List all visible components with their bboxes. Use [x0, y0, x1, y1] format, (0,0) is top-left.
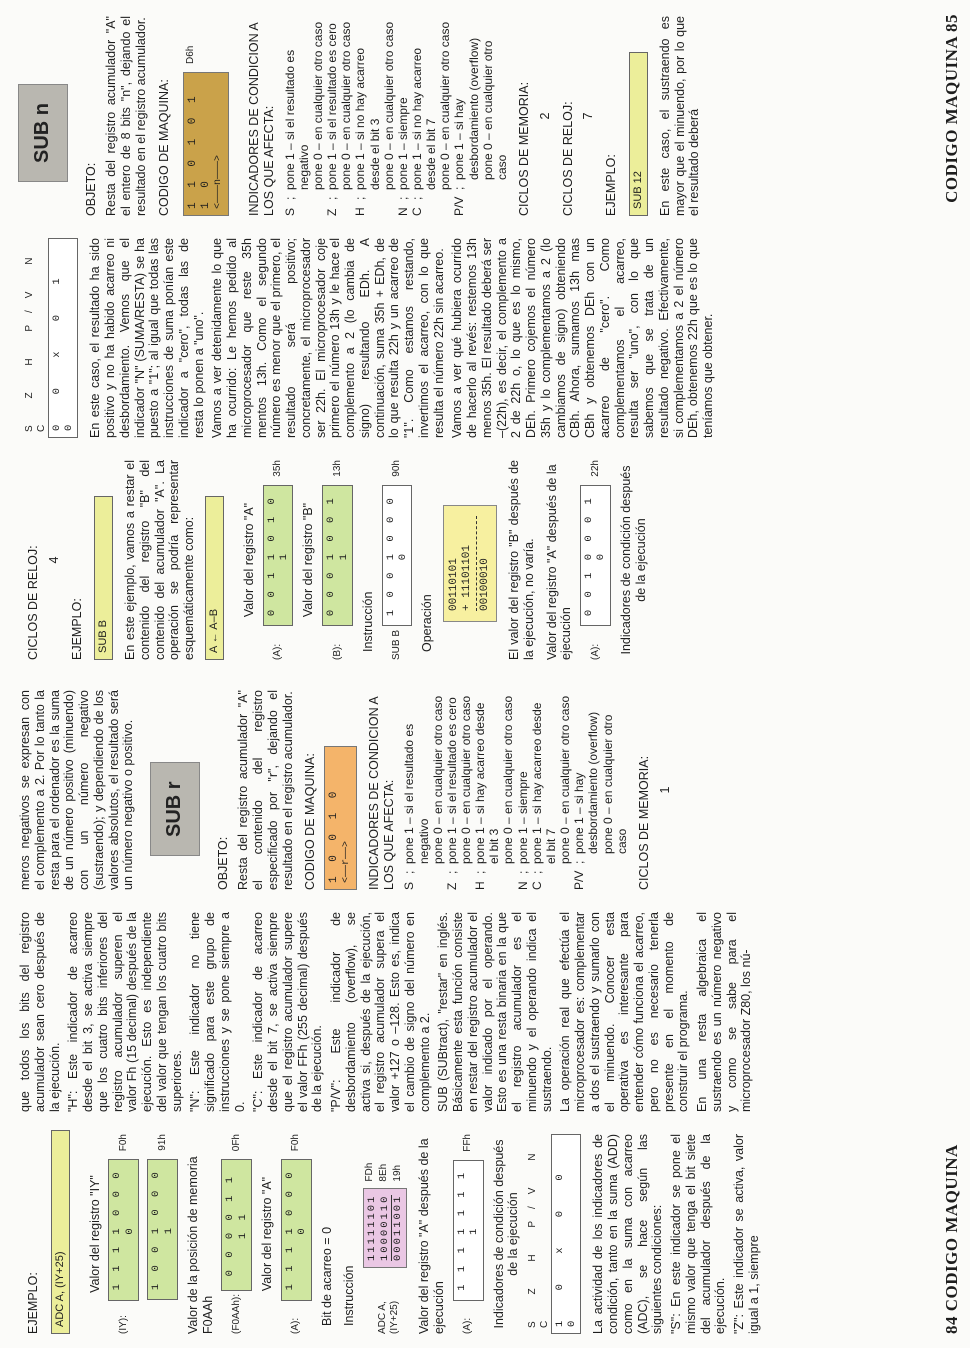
operation-result: 00100010 — [479, 558, 492, 611]
right-column-2 — [18, 238, 720, 438]
flag-effect-text: pone 1 – si el resultado es negativo — [402, 723, 431, 864]
flag-effect-row — [601, 690, 629, 890]
ciclos-reloj-label: CICLOS DE RELOJ: — [26, 545, 40, 660]
flags-after-label: Indicadores de condición después de la ejecución — [618, 465, 648, 655]
indicadores-label: INDICADORES DE CONDICION A LOS QUE AFECTA: — [366, 696, 396, 890]
flag-effect-text: pone 0 – en cualquier otro caso — [339, 21, 354, 190]
byte-2: 10000110 — [378, 1194, 391, 1261]
flag-effect-text: pone 0 – en cualquier otro caso — [600, 714, 629, 854]
paragraph: En este caso, el resultado ha sido positivo y no ha habido acarreo ni desbordamiento. Vemos que el indicador "N" (SUMA/RESTA) se ha puesto a "1"; al igual que todas las instrucciones de suma ponían este indicador a "cero", todas las de resta lo ponen a "uno". — [88, 238, 206, 438]
flag-effect-text: pone 0 – en cualquier otro caso — [381, 21, 396, 190]
ciclos-memoria-label: CICLOS DE MEMORIA: — [636, 755, 651, 890]
flag-effect-row: Z ; pone 1 – si el resultado es cero — [325, 16, 339, 216]
flag-values: 1 0 x 0 0 0 — [551, 1134, 582, 1334]
example-instruction-box: SUB 12 — [629, 52, 648, 216]
iy-high-hex: F0h — [117, 1134, 129, 1152]
b-register-row — [322, 460, 353, 660]
paragraph: "C": Este indicador de acarreo desde el bit 7, se activa siempre que el registro acumulador supere el valor FFh (255 decimal) después de la ejecución. — [251, 912, 325, 1112]
flag-effect-text: pone 0 – en cualquier otro caso — [458, 695, 473, 864]
flag-effect-row — [382, 16, 396, 216]
flag-effect-row: Z ; pone 1 – si el resultado es cero — [445, 690, 459, 890]
after-register-name: (A): — [462, 1317, 474, 1334]
after-register-row — [580, 460, 611, 660]
example-instruction-box: ADC A, (IY+25) — [51, 1130, 70, 1334]
paragraph: En una resta algebraica el sustraendo es un número negativo y como se sabe para el microprocesador Z80, los nú- — [695, 912, 754, 1112]
after-register-name: (A): — [589, 643, 601, 660]
flags-table — [24, 238, 78, 438]
a-label: Valor del registro "A" — [241, 502, 256, 618]
flag-effect-row — [459, 690, 473, 890]
ciclos-reloj-value: 4 — [46, 556, 61, 564]
machine-code-row — [177, 16, 239, 216]
flag-effect-row — [431, 690, 445, 890]
flag-effect-row: P/V ; pone 1 – si hay desbordamiento (overflow) — [452, 16, 480, 216]
right-column-1 — [18, 460, 654, 660]
flag-effect-row: P/V ; pone 1 – si hay desbordamiento (overflow) — [572, 690, 600, 890]
instruction-bytes — [363, 1188, 407, 1268]
flag-key: C — [529, 881, 544, 890]
flag-effect-text: pone 0 – en cualquier otro caso — [558, 695, 573, 864]
flag-key: N — [395, 207, 410, 216]
instruction-label: Instrucción — [342, 1265, 357, 1326]
machine-code-box — [183, 72, 229, 216]
instruction-bytes-block — [363, 1134, 407, 1334]
flag-key: N — [515, 881, 530, 890]
iy-low-bits: 1 0 0 1 0 0 0 1 — [147, 1159, 178, 1301]
a-register-name: (A): — [290, 1317, 302, 1334]
flag-effect-text: pone 1 – si no hay acarreo desde el bit 7 — [409, 47, 439, 190]
flag-key — [501, 874, 515, 890]
flag-effect-text: pone 0 – en cualquier otro caso — [501, 695, 516, 864]
iy-label: Valor del registro "IY" — [87, 1175, 102, 1293]
flag-key — [382, 200, 396, 216]
flag-effect-row: N ; pone 1 – siempre — [396, 16, 410, 216]
flag-key — [431, 874, 445, 890]
a-bits: 0 0 1 1 0 1 0 1 — [263, 485, 294, 627]
paragraph: Vamos a ver qué hubiera ocurrido de hacerlo al revés: restemos 13h menos 35h. El resultado deberá ser –(22h), es decir, el complemento a 2 de 22h o, lo que es lo mismo, DEh. Primero cojemos el número 35h y lo complementamos a 2 (lo cambiamos de signo) obteniendo CBh. Ahora, sumamos 13h mas CBh y obtenemos DEh con un acarreo de "cero". Como complementamos el acarreo, resulta ser "uno", con lo que sabemos que se trata de un resultado negativo. Efectivamente, si complementamos a 2 el número DEh, obtenemos 22h que es lo que teníamos que obtener. — [450, 238, 716, 438]
flag-effect-row — [311, 16, 325, 216]
objeto-text: Resta del registro acumulador "A" el entero de 8 bits "n", dejando el resultado en el registro acumulador. — [104, 16, 148, 216]
ciclos-reloj-label: CICLOS DE RELOJ: — [560, 101, 575, 216]
paragraph: Vamos a ver detenidamente lo que ha ocurrido: Le hemos pedido al microprocesador que reste 35h mentos 13h. Como el segundo número es menor que el primero, el resultado será positivo; concretamente, el microprocesador ser 22h. El microprocesador coje primero el número 13h y le hace el complemento a 2 (lo cambia de signo) resultando EDh. A continuación, suma 35h + EDh, de lo que resulta 22h y un acarreo de "1". Como estamos restando, invertimos el acarreo, con lo que resulta el número 22h sin acarreo. — [210, 238, 446, 438]
machine-code-operand: <——r——> — [341, 840, 353, 883]
instruction-bytes-hex — [363, 1163, 405, 1188]
flag-key: C — [409, 207, 424, 216]
flag-effect-row — [481, 16, 509, 216]
iy-high-bits: 1 1 1 1 0 0 0 0 — [108, 1159, 139, 1300]
flag-effect-text: pone 1 – siempre — [395, 97, 410, 190]
memory-register-row — [221, 1134, 252, 1334]
iy-register-row-1 — [108, 1134, 139, 1334]
right-column-3 — [18, 16, 706, 216]
a-hex: 35h — [272, 460, 284, 477]
flag-effect-row: C ; pone 1 – si no hay acarreo desde el bit 7 — [410, 16, 438, 216]
memory-hex: 0Fh — [230, 1134, 242, 1152]
flag-effect-row: N ; pone 1 – siempre — [516, 690, 530, 890]
flag-values: 0 0 x 0 1 0 — [48, 238, 79, 438]
memory-register-name: (F0AAh): — [230, 1293, 242, 1334]
byte-2-hex: 8Eh — [378, 1163, 390, 1182]
paragraph: La operación real que efectúa el microprocesador es: complementar a dos el sustraendo y sumarlo con el minuendo. Conocer esta operativa es interesante para entender cómo funciona el acarreo, pero no es necesario tenerla presente en el momento de construir el programa. — [558, 912, 691, 1112]
flag-key — [339, 200, 353, 216]
machine-code-hex: D6h — [185, 45, 197, 64]
flag-key — [558, 874, 572, 890]
flags-table — [527, 1134, 581, 1334]
byte-3-hex: 19h — [392, 1164, 404, 1182]
flag-effects-list — [283, 16, 510, 216]
ciclos-memoria-value: 1 — [657, 786, 672, 794]
flag-key: Z — [325, 208, 340, 216]
operation-box — [443, 505, 497, 622]
flag-effect-row: H ; pone 1 – si hay acarreo desde el bit 3 — [473, 690, 501, 890]
a-label: Valor del registro "A" — [260, 1176, 275, 1292]
example-instruction-box: SUB B — [94, 496, 113, 660]
flag-effect-text: pone 1 – si el resultado es cero — [325, 23, 340, 190]
flag-effect-text: pone 0 – en cualquier otro caso — [438, 21, 453, 190]
flag-effect-text: pone 1 – siempre — [515, 771, 530, 864]
paragraph: "Z": Este indicador se activa, valor igual a 1, siempre — [732, 1134, 761, 1334]
flag-key — [438, 200, 452, 216]
iy-low-hex: 91h — [156, 1134, 168, 1151]
flag-key: S — [402, 881, 417, 890]
instruction-row-label: SUB B — [391, 629, 403, 660]
paragraph: "P/V": Este indicador de desbordamiento (overflow), se activa si, después de la ejecución, el registro acumulador supera el valor +127 o –128. Esto es, indica el cambio de signo del número en complemento a 2. — [329, 912, 432, 1112]
flag-names: S Z H P/V N C — [527, 1141, 550, 1328]
memory-label: Valor de la posición de memoria F0AAh — [185, 1156, 215, 1334]
instruction-label: Instrucción — [360, 591, 375, 652]
flag-names: S Z H P/V N C — [24, 245, 47, 432]
b-hex: 13h — [331, 460, 343, 477]
page-84 — [0, 674, 970, 1348]
ciclos-reloj-value: 7 — [581, 112, 596, 120]
after-label: Valor del registro "A" después de la ejecución — [417, 1138, 447, 1334]
flag-effect-text: pone 1 – si hay acarreo desde el bit 3 — [473, 702, 502, 864]
operation-line-2: + 11101101 — [461, 544, 474, 611]
b-register-name: (B): — [331, 643, 343, 660]
scheme-box: A ← A–B — [205, 496, 224, 660]
memory-bits: 0 0 0 0 1 1 1 1 — [221, 1159, 252, 1291]
operation-label: Operación — [420, 594, 435, 652]
byte-3: 00011001 — [391, 1194, 404, 1261]
instruction-bits: 1 0 0 1 0 0 0 0 — [382, 485, 413, 627]
machine-code-operand: <———n———> — [213, 154, 225, 209]
flag-key: Z — [444, 882, 459, 890]
left-column-1 — [18, 1134, 766, 1334]
flag-key: P/V — [452, 196, 467, 216]
after-bits: 1 1 1 1 1 1 1 1 — [453, 1160, 484, 1301]
flag-effect-row — [339, 16, 353, 216]
flag-effect-text: pone 1 – si hay desbordamiento (overflow) — [452, 37, 481, 180]
ejemplo-label: EJEMPLO: — [26, 1272, 40, 1334]
flag-effect-row: C ; pone 1 – si hay acarreo desde el bit 7 — [530, 690, 558, 890]
objeto-text: Resta del registro acumulador "A" el contenido del registro especificado por "r", dejando el resultado en el registro acumulador. — [236, 690, 295, 890]
after-register-row — [453, 1134, 484, 1334]
paragraph: meros negativos se expresan con el complemento a 2. Por lo tanto la resta para el ordenador es la suma de un número positivo (minuendo) con un número negativo (sustraendo); y dependiendo de los valores absolutos, el resultado será un número negativo o positivo. — [18, 690, 136, 890]
instruction-hex: 90h — [391, 460, 403, 477]
byte-1: 11111101 — [366, 1194, 379, 1261]
a-register-row — [281, 1134, 312, 1334]
after-hex: FFh — [462, 1134, 474, 1152]
a-hex: F0h — [290, 1134, 302, 1152]
ciclos-memoria-label: CICLOS DE MEMORIA: — [517, 81, 532, 216]
flag-effect-row: S ; pone 1 – si el resultado es negativo — [402, 690, 430, 890]
machine-code-box — [324, 746, 357, 890]
flag-effect-text: pone 1 – si hay desbordamiento (overflow) — [572, 711, 601, 854]
flag-key: H — [473, 881, 488, 890]
instruction-row-label: ADC A, (IY+25) — [377, 1300, 401, 1334]
iy-register-name: (IY): — [117, 1315, 129, 1334]
codigo-label: CODIGO DE MAQUINA: — [303, 753, 318, 890]
page-footer-85: CODIGO MAQUINA 85 — [941, 14, 961, 203]
flag-effect-text: pone 1 – si no hay acarreo desde el bit 3 — [353, 47, 382, 190]
after-label: Valor del registro "A" después de la ejecución — [544, 464, 574, 660]
paragraph: "S": En este indicador se pone el mismo valor que tenga el bit siete del acumulador después de la ejecución. — [669, 1134, 728, 1334]
flag-key — [459, 874, 473, 890]
flag-effect-text: pone 1 – si hay acarreo desde el bit 7 — [529, 702, 558, 864]
sub-r-title: SUB r — [150, 762, 200, 856]
flag-effect-row: S ; pone 1 – si el resultado es negativo — [283, 16, 311, 216]
flag-effects-list — [402, 690, 629, 890]
ciclos-memoria-value: 2 — [537, 112, 552, 120]
a-bits: 1 1 1 1 0 0 0 0 — [281, 1159, 312, 1300]
flag-effect-text: pone 1 – si el resultado es cero — [444, 697, 459, 864]
a-register-name: (A): — [272, 643, 284, 660]
byte-1-hex: FDh — [364, 1162, 376, 1182]
objeto-label: OBJETO: — [215, 836, 230, 890]
machine-code-bits: 1 0 0 1 0 — [328, 787, 341, 883]
paragraph: El valor del registro "B" después de la ejecución, no varía. — [507, 460, 536, 660]
ejemplo-label: EJEMPLO: — [69, 598, 84, 660]
after-bits: 0 0 1 0 0 0 1 0 — [580, 485, 611, 627]
instruction-row — [382, 460, 413, 660]
paragraph: En este ejemplo, vamos a restar el contenido del registro "B" del contenido del acumulador "A". La operación se podría representar esquemáticamente como: — [123, 460, 197, 660]
page-footer-84: 84 CODIGO MAQUINA — [941, 1144, 961, 1334]
flag-effect-text: pone 0 – en cualquier otro caso — [480, 40, 509, 180]
flag-key: S — [282, 207, 297, 216]
flag-key — [481, 190, 509, 216]
operation-line-1: 00110101 — [448, 558, 461, 611]
codigo-label: CODIGO DE MAQUINA: — [156, 79, 171, 216]
flag-key: P/V — [572, 870, 587, 890]
carry-label: Bit de acarreo = 0 — [319, 1226, 334, 1326]
flag-key: H — [353, 207, 368, 216]
flag-effect-row: H ; pone 1 – si no hay acarreo desde el bit 3 — [353, 16, 381, 216]
b-label: Valor del registro "B" — [301, 502, 316, 618]
objeto-label: OBJETO: — [83, 162, 98, 216]
paragraph: En este caso, el sustraendo es mayor que el minuendo, por lo que el resultado deberá — [657, 16, 702, 216]
iy-register-row-2 — [147, 1134, 178, 1334]
flag-key — [311, 200, 325, 216]
b-bits: 0 0 0 1 0 0 1 1 — [322, 485, 353, 627]
flag-effect-text: pone 0 – en cualquier otro caso — [430, 695, 445, 864]
ejemplo-label: EJEMPLO: — [604, 154, 619, 216]
paragraph: La actividad de los indicadores de condición, tanto en la suma (ADD) como en la suma con acarreo (ADC), se hace según las siguientes condiciones: — [591, 1134, 665, 1334]
flag-effect-row — [501, 690, 515, 890]
left-column-2 — [18, 912, 758, 1112]
flag-effect-text: pone 0 – en cualquier otro caso — [310, 21, 325, 190]
paragraph: que todos los bits del registro acumulador sean cero después de la ejecución. — [18, 912, 62, 1112]
left-column-3 — [18, 690, 672, 890]
machine-code-bits: 1 1 0 1 0 1 1 0 — [187, 92, 213, 209]
after-hex: 22h — [589, 460, 601, 477]
flag-key — [601, 864, 629, 890]
paragraph: "H": Este indicador de acarreo desde el bit 3, se activa siempre que los cuatro bits inferiores del registro acumulador superen el valor Fh (15 decimal) después de la ejecución. Esto es independiente del valor que tengan los cuatro bits superiores. — [66, 912, 184, 1112]
indicadores-label: INDICADORES DE CONDICION A LOS QUE AFECTA: — [247, 22, 276, 216]
flag-effect-text: pone 1 – si el resultado es negativo — [282, 49, 311, 190]
paragraph: SUB (SUBtract), "restar" en inglés. Básicamente esta función consiste en restar del registro acumulador el valor indicado por el operando. Esto es una resta binaria en la que el registro acumulador es el minuendo y el operando indica el sustraendo. — [436, 912, 554, 1112]
sub-n-title: SUB n — [18, 84, 68, 182]
paragraph: "N": Este indicador no tiene significado para este grupo de instrucciones y se pone siempre a 0. — [188, 912, 247, 1112]
flags-after-label: Indicadores de condición después de la ejecución — [491, 1139, 521, 1329]
flag-effect-row — [438, 16, 452, 216]
flag-effect-row — [558, 690, 572, 890]
a-register-row — [263, 460, 294, 660]
